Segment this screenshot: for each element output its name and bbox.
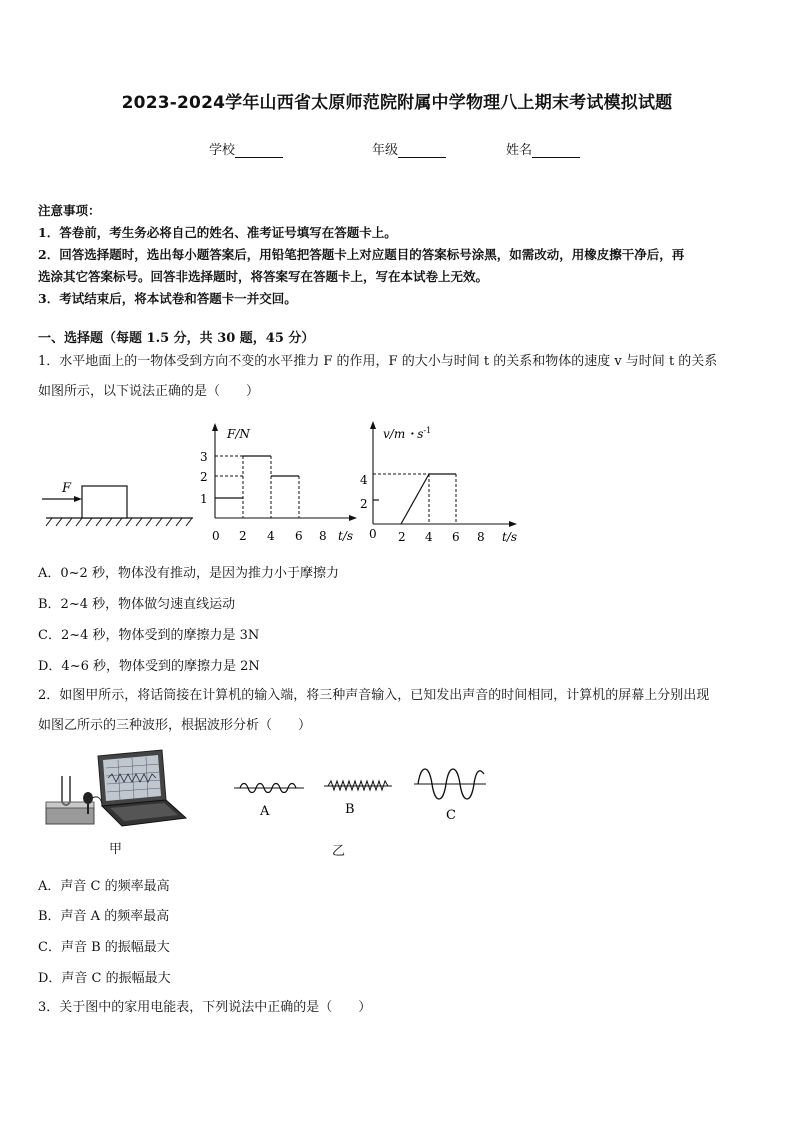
question-1-stem [38, 347, 758, 407]
question-1-option-d: D．4~6 秒，物体受到的摩擦力是 2N [38, 659, 260, 674]
fgraph-y-tick: 2 [200, 470, 208, 484]
vgraph-y-label [383, 426, 431, 441]
question-2-option-a: A．声音 C 的频率最高 [38, 879, 170, 894]
question-2-line1: 2．如图甲所示，将话筒接在计算机的输入端，将三种声音输入，已知发出声音的时间相同，计算机的屏幕上分别出现 [38, 688, 710, 703]
vgraph-x-tick: 8 [477, 530, 485, 544]
note-item: 3．考试结束后，将本试卷和答题卡一并交回。 [38, 291, 297, 306]
question-1-line1: 1．水平地面上的一物体受到方向不变的水平推力 F 的作用，F 的大小与时间 t 的关系和物体的速度 v 与时间 t 的关系 [38, 354, 718, 369]
question-1-option-c: C．2~4 秒，物体受到的摩擦力是 3N [38, 628, 260, 643]
question-3-line1: 3．关于图中的家用电能表，下列说法中正确的是（ ） [38, 1000, 372, 1015]
fgraph-y-tick: 3 [200, 450, 208, 464]
fgraph-x-label: t/s [338, 529, 354, 543]
grade-blank [398, 144, 446, 158]
figure-caption-yi: 乙 [332, 844, 346, 859]
question-2-option-d: D．声音 C 的振幅最大 [38, 971, 171, 986]
vgraph-x-tick: 6 [452, 530, 460, 544]
note-item: 1．答卷前，考生务必将自己的姓名、准考证号填写在答题卡上。 [38, 225, 397, 240]
vgraph-y-tick: 2 [360, 497, 368, 511]
fgraph-x-tick: 8 [319, 529, 327, 543]
waveforms-figure [228, 760, 498, 828]
page-title: 2023-2024学年山西省太原师范院附属中学物理八上期末考试模拟试题 [121, 93, 673, 113]
vgraph-x-tick: 2 [398, 530, 406, 544]
figure-caption-jia: 甲 [109, 842, 123, 857]
waveform-b-label: B [345, 802, 355, 817]
waveform-a-label: A [260, 804, 270, 819]
name-blank [532, 144, 580, 158]
fgraph-x-tick: 2 [239, 529, 247, 543]
vgraph-y-label-text: v/m・s [383, 427, 424, 441]
notes-header: 注意事项： [38, 203, 101, 218]
velocity-time-graph [355, 418, 525, 548]
vgraph-x-label: t/s [502, 530, 518, 544]
question-2-option-b: B．声音 A 的频率最高 [38, 909, 170, 924]
school-blank [235, 144, 283, 158]
question-1-option-b: B．2~4 秒，物体做匀速直线运动 [38, 597, 236, 612]
question-2-option-c: C．声音 B 的振幅最大 [38, 940, 170, 955]
notes-block [38, 200, 684, 310]
force-time-graph [195, 420, 360, 548]
fgraph-y-label: F/N [227, 427, 250, 441]
fgraph-x-tick: 6 [295, 529, 303, 543]
name-field [506, 139, 580, 158]
waveform-c-label: C [446, 808, 456, 823]
vgraph-y-tick: 4 [360, 473, 368, 487]
school-field [209, 139, 283, 158]
question-3-stem [38, 993, 758, 1023]
note-item: 选涂其它答案标号。回答非选择题时，将答案写在答题卡上，写在本试卷上无效。 [38, 269, 489, 284]
name-label: 姓名 [506, 143, 533, 158]
vgraph-x-tick: 0 [369, 527, 377, 541]
block-on-ground-figure [38, 470, 198, 530]
fgraph-x-tick: 4 [267, 529, 275, 543]
note-item: 2．回答选择题时，选出每小题答案后，用铅笔把答题卡上对应题目的答案标号涂黑，如需改动，用橡皮擦干净后，再 [38, 247, 685, 262]
section-header: 一、选择题（每题 1.5 分，共 30 题，45 分） [38, 331, 315, 346]
fgraph-y-tick: 1 [200, 492, 208, 506]
computer-microphone-figure [40, 748, 190, 834]
grade-field [372, 139, 446, 158]
question-2-line2: 如图乙所示的三种波形，根据波形分析（ ） [38, 718, 312, 733]
question-1-option-a: A．0~2 秒，物体没有推动，是因为推力小于摩擦力 [38, 566, 339, 581]
vgraph-y-label-sup: -1 [423, 426, 432, 435]
school-label: 学校 [209, 143, 236, 158]
force-label: F [62, 481, 72, 496]
grade-label: 年级 [372, 143, 399, 158]
question-2-stem [38, 681, 758, 741]
vgraph-x-tick: 4 [425, 530, 433, 544]
question-1-line2: 如图所示，以下说法正确的是（ ） [38, 384, 260, 399]
fgraph-x-tick: 0 [212, 529, 220, 543]
